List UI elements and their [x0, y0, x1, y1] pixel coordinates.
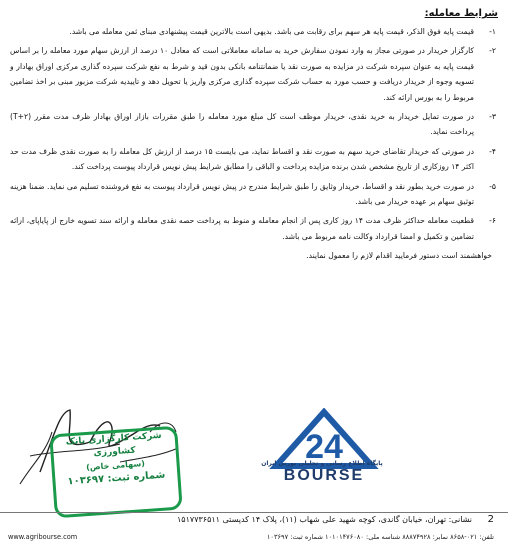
stamp-registration: شماره ثبت: ۱۰۳۶۹۷: [67, 469, 166, 488]
stamp-company-name: شرکت کارگزاری بانک کشاورزی: [65, 430, 162, 459]
stamp-company-type: (سهامی خاص): [85, 458, 146, 473]
bourse-logo: [264, 408, 384, 498]
clause-number: ۴-: [489, 146, 496, 156]
clause-text: قطعیت معامله حداکثر ظرف مدت ۱۴ روز کاری پس از انجام معامله و منوط به پرداخت حصه نقدی معامله و ارائه سند تسویه خارج از پایاپای، ارائه تضامین و تکمیل و امضا قرارداد وکالت نامه مربوط می باشد.: [10, 216, 475, 241]
footer-divider: [0, 512, 508, 513]
clause-number: ۱-: [489, 27, 496, 36]
clause-number: ۵-: [489, 181, 496, 191]
footer-contact: [8, 532, 494, 542]
logo-tagline: پایگاه اطلاع رسانی و تحلیلی بورس ایران: [261, 460, 383, 467]
company-stamp: [49, 426, 183, 519]
clause-3: [10, 109, 496, 140]
clause-5: [10, 179, 496, 210]
logo-mark: 24: [305, 428, 343, 466]
clause-text: قیمت پایه فوق الذکر، قیمت پایه هر سهم برای رقابت می باشد. بدیهی است بالاترین قیمت پیشنهادی مبنای ثمن معامله می باشد.: [69, 27, 474, 36]
website-link[interactable]: www.agribourse.com: [8, 533, 78, 541]
clause-2: [10, 43, 496, 105]
clause-text: کارگزار خریدار در صورتی مجاز به وارد نمودن سفارش خرید به سامانه معاملاتی است که معادل ۱۰ درصد از ارزش سهام مورد معامله را بر اساس قیمت پایه به عنوان سپرده شرکت در مزایده به صورت نقد یا ضمانتنامه بانکی بدون قید و شرط به نفع شرکت سپرده گذاری مرکزی اوراق بهادار و تسویه وجوه از خریدار دریافت و حسب مورد به حساب شرکت سپرده گذاری مرکزی واریز یا تحویل دهد و تاییدیه شرکت مزبور مبنی بر اخذ تضامین مربوط را به بورس ارائه کند.: [10, 46, 474, 102]
clause-text: در صورتی که خریدار تقاضای خرید سهم به صورت نقد و اقساط نماید، می بایست ۱۵ درصد از ارزش کل معامله را به صورت نقدی ظرف مدت حد اکثر ۱۴ روزکاری از تاریخ مشخص شدن برنده مزایده پرداخت و الباقی را مطابق شرایط پیش نویس قرارداد پیوست پرداخت کند.: [10, 146, 474, 172]
logo-word: BOURSE: [283, 467, 365, 484]
clause-text: در صورت تمایل خریدار به خرید نقدی، خریدار موظف است کل مبلغ مورد معامله را طبق مقررات بازار اوراق بهادار ظرف مدت مقرر (۲+T) پرداخت نماید.: [10, 112, 474, 137]
closing-request: خواهشمند است دستور فرمایید اقدام لازم را معمول نمایند.: [306, 251, 492, 261]
clause-number: ۶-: [489, 216, 496, 226]
clause-4: [10, 144, 496, 175]
conditions-heading: شرایط معامله:: [424, 8, 498, 19]
clause-6: [10, 213, 496, 244]
clause-number: ۲-: [489, 46, 496, 56]
clause-text: در صورت خرید بطور نقد و اقساط، خریدار وثایق را طبق شرایط مندرج در پیش نویس قرارداد پیوست به نفع فروشنده تسلیم می نماید. ضمنا هزینه توثیق سهام بر عهده خریدار می باشد.: [10, 181, 474, 207]
page-number: 2: [487, 514, 494, 525]
conditions-body: [10, 24, 496, 264]
footer-phone-info: تلفن: ۰۲۱-۸۶۵۸ نمابر: ۸۸۸۷۴۹۲۸ شناسه ملی: ۱۰۱۰۱۴۷۶۰۸۰ شماره ثبت: ۱۰۳۶۹۷: [266, 533, 494, 541]
footer-address: نشانی: تهران، خیابان گاندی، کوچه شهید علی شهاب (۱۱)، پلاک ۱۴ کدپستی ۱۵۱۷۷۳۶۵۱۱: [177, 515, 472, 524]
clause-number: ۳-: [489, 112, 496, 122]
clause-1: [10, 24, 496, 39]
